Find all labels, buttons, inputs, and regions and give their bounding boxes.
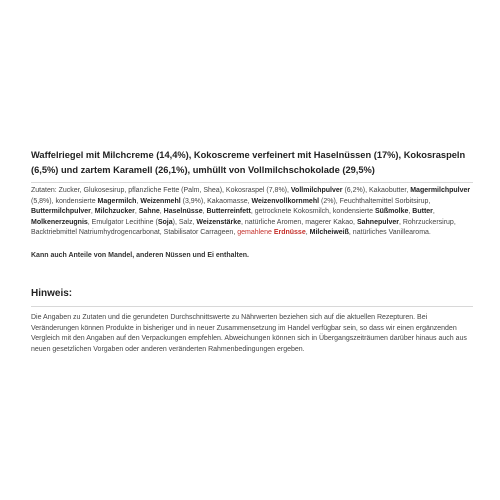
ingredient-allergen: Sahne <box>138 208 160 215</box>
ingredient-text: , <box>408 208 413 215</box>
ingredient-text: , <box>305 229 310 236</box>
note-text: Die Angaben zu Zutaten und die gerundeten Durchschnittswerte zu Nährwerten beziehen sich auf die aktuellen Rezepturen. Bei Veränderungen können Produkte in bisheriger und in neuer Zusammensetzung im Handel verfügbar sein, so dass wir einen ergänzenden Vergleich mit den Angaben auf den Verpackungen empfehlen. Abweichungen können sich in Übergangszeiträumen darüber hinaus auch aus neuen gesetzlichen Vorgaben oder anderen veränderten Rahmenbedingungen ergeben. <box>31 314 467 353</box>
ingredient-allergen: Magermilch <box>97 197 137 205</box>
ingredient-allergen: Butter <box>412 208 433 215</box>
ingredient-allergen: Magermilchpulver <box>410 187 471 194</box>
ingredient-text: Zutaten: Zucker, Glukosesirup, pflanzliche Fette (Palm, Shea), Kokosraspel (7,8%), <box>31 187 291 194</box>
ingredient-text: , Rohrzuckersirup, Backtriebmittel Natriumhydrogencarbonat, Stabilisator Carrageen, <box>31 218 456 236</box>
ingredient-allergen: Molkenerzeugnis <box>31 218 88 226</box>
ingredient-allergen: Soja <box>157 218 173 226</box>
allergen-note: Kann auch Anteile von Mandel, anderen Nüssen und Ei enthalten. <box>31 251 249 259</box>
ingredient-allergen: Erdnüsse <box>273 229 306 236</box>
ingredient-text: , getrocknete Kokosmilch, kondensierte <box>250 208 375 215</box>
ingredient-allergen: Haselnüsse <box>163 208 203 215</box>
ingredient-allergen: Weizenstärke <box>196 218 241 226</box>
ingredients-list <box>31 186 473 239</box>
ingredient-text: , natürliches Vanillearoma. <box>348 229 431 236</box>
product-info-section <box>31 148 473 259</box>
ingredient-text: (2%), Feuchthaltemittel Sorbitsirup, <box>319 197 431 205</box>
ingredient-text: , <box>432 208 435 215</box>
ingredient-text: gemahlene <box>237 229 274 236</box>
ingredient-text: , <box>159 208 164 215</box>
note-section <box>31 288 473 355</box>
ingredient-text: (6,2%), Kakaobutter, <box>342 187 411 194</box>
ingredient-text: , natürliche Aromen, magerer Kakao, <box>241 218 357 226</box>
note-title: Hinweis: <box>31 288 73 299</box>
divider <box>31 182 473 183</box>
ingredient-text: , <box>202 208 207 215</box>
ingredient-text: , <box>90 208 95 215</box>
ingredient-allergen: Vollmilchpulver <box>290 187 343 194</box>
ingredient-text: , <box>136 197 141 205</box>
product-title: Waffelriegel mit Milchcreme (14,4%), Kokoscreme verfeinert mit Haselnüssen (17%), Kokosraspeln (6,5%) und zartem Karamell (26,1%), umhüllt von Vollmilchschokolade (29,5%) <box>31 150 466 175</box>
ingredient-allergen: Süßmolke <box>374 208 409 215</box>
ingredient-allergen: Buttermilchpulver <box>31 208 91 215</box>
ingredient-text: , Emulgator Lecithine ( <box>87 218 158 226</box>
ingredient-allergen: Milcheiweiß <box>309 229 349 236</box>
ingredient-text: ), Salz, <box>172 218 197 226</box>
ingredient-text: (5,8%), kondensierte <box>31 197 98 205</box>
ingredient-allergen: Butterreinfett <box>206 208 251 215</box>
ingredient-allergen: Weizenmehl <box>140 197 181 205</box>
divider <box>31 306 473 307</box>
ingredient-text: , <box>134 208 139 215</box>
ingredient-allergen: Milchzucker <box>94 208 135 215</box>
ingredient-allergen: Sahnepulver <box>356 218 399 226</box>
ingredient-text: (3,9%), Kakaomasse, <box>180 197 252 205</box>
ingredient-allergen: Weizenvollkornmehl <box>251 197 320 205</box>
